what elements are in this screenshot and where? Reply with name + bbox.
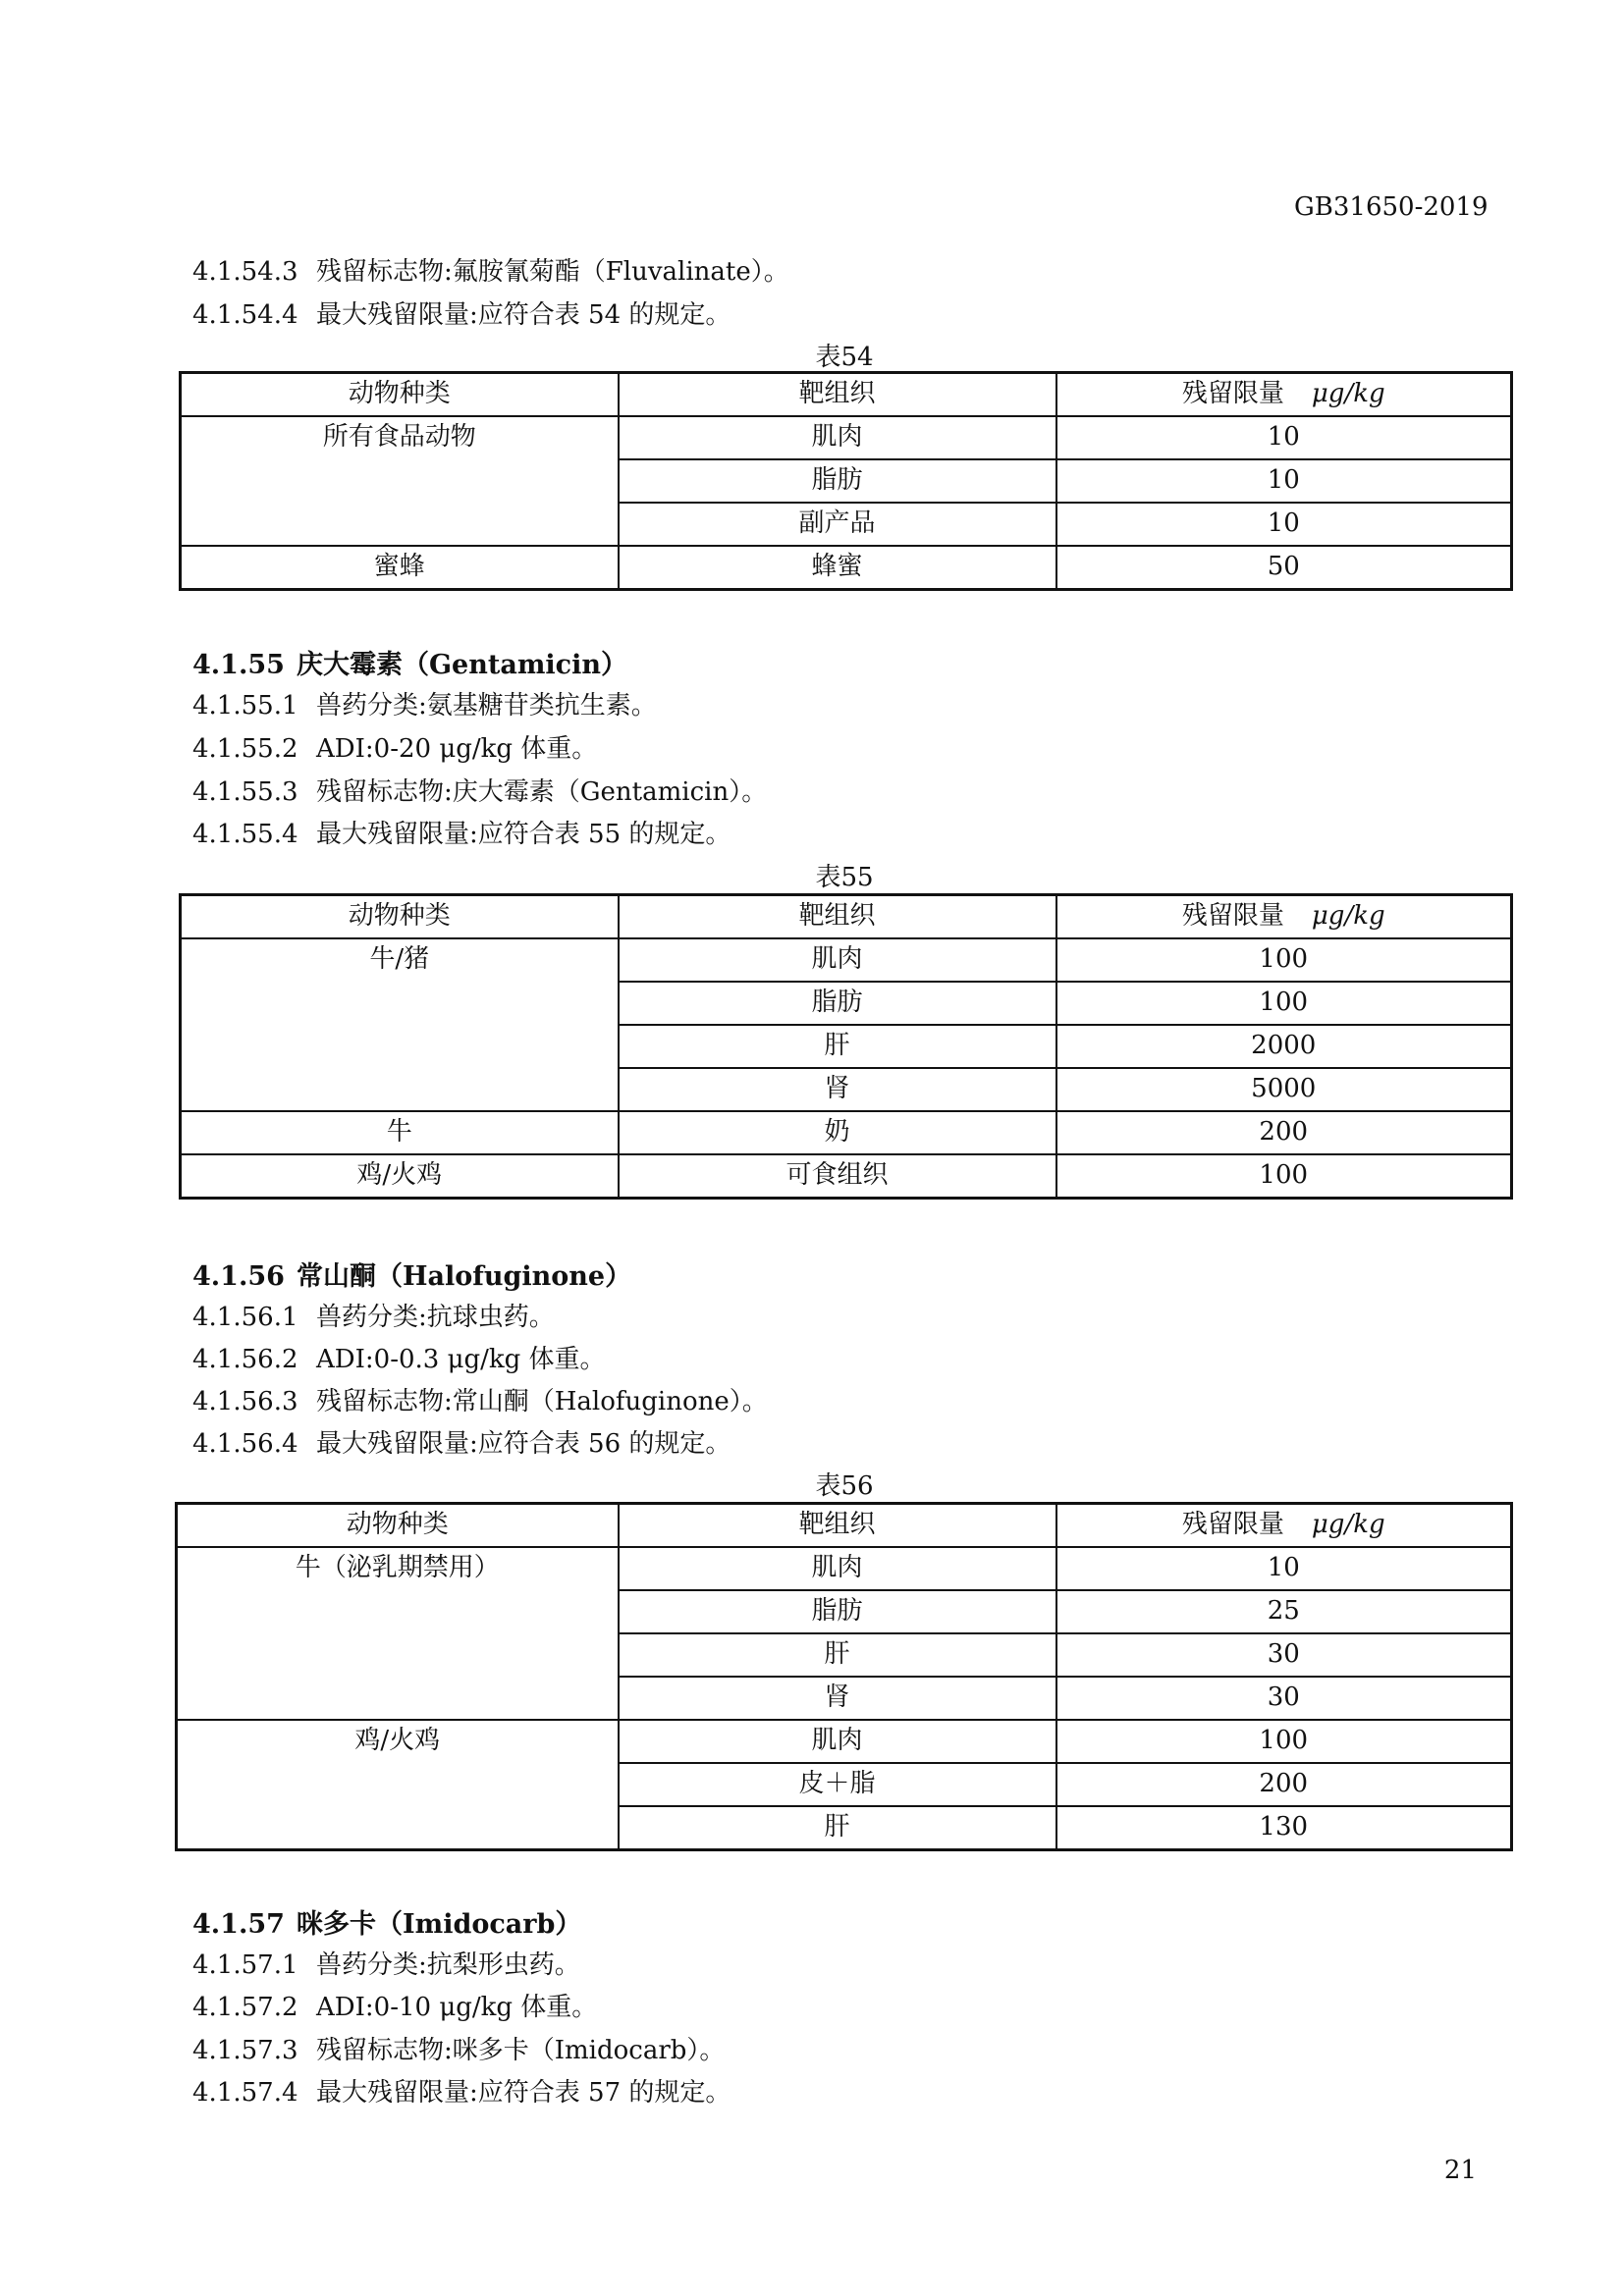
residue-table [179, 371, 1513, 591]
limit-cell: 30 [1056, 1633, 1512, 1677]
section-heading: 4.1.55 庆大霉素（Gentamicin） [192, 650, 627, 680]
table-caption: 表56 [815, 1471, 874, 1501]
table-row [181, 416, 1512, 459]
animal-cell: 牛 [181, 1111, 619, 1154]
tissue-cell: 奶 [619, 1111, 1056, 1154]
animal-cell: 鸡/火鸡 [177, 1720, 619, 1850]
header-limit: 残留限量 μg/kg [1056, 1504, 1512, 1548]
residue-table [175, 1502, 1513, 1851]
animal-cell: 牛（泌乳期禁用） [177, 1547, 619, 1720]
header-limit: 残留限量 μg/kg [1056, 895, 1512, 939]
clause-line: 4.1.57.2 ADI:0-10 μg/kg 体重。 [192, 1993, 598, 2022]
table-row [177, 1547, 1512, 1590]
header-tissue: 靶组织 [619, 895, 1056, 939]
limit-cell: 130 [1056, 1806, 1512, 1850]
tissue-cell: 肾 [619, 1068, 1056, 1111]
header-tissue: 靶组织 [619, 373, 1056, 417]
limit-cell: 10 [1056, 416, 1512, 459]
animal-cell: 所有食品动物 [181, 416, 619, 546]
limit-cell: 200 [1056, 1763, 1512, 1806]
limit-cell: 100 [1056, 938, 1512, 982]
table-caption: 表54 [815, 343, 874, 372]
clause-line: 4.1.56.2 ADI:0-0.3 μg/kg 体重。 [192, 1345, 606, 1374]
header-animal: 动物种类 [181, 373, 619, 417]
tissue-cell: 蜂蜜 [619, 546, 1056, 590]
section-heading: 4.1.56 常山酮（Halofuginone） [192, 1261, 632, 1292]
tissue-cell: 肝 [619, 1025, 1056, 1068]
animal-cell: 蜜蜂 [181, 546, 619, 590]
limit-cell: 25 [1056, 1590, 1512, 1633]
tissue-cell: 脂肪 [619, 982, 1056, 1025]
tissue-cell: 脂肪 [619, 1590, 1056, 1633]
tissue-cell: 可食组织 [619, 1154, 1056, 1199]
limit-cell: 200 [1056, 1111, 1512, 1154]
clause-line: 4.1.56.4 最大残留限量:应符合表 56 的规定。 [192, 1429, 731, 1459]
clause-line: 4.1.55.2 ADI:0-20 μg/kg 体重。 [192, 734, 598, 764]
table-header-row [181, 373, 1512, 417]
tissue-cell: 皮＋脂 [619, 1763, 1056, 1806]
clause-line: 4.1.57.3 残留标志物:咪多卡（Imidocarb）。 [192, 2036, 726, 2065]
animal-cell: 鸡/火鸡 [181, 1154, 619, 1199]
unit-label: μg/kg [1311, 901, 1385, 931]
tissue-cell: 肌肉 [619, 1547, 1056, 1590]
tissue-cell: 肌肉 [619, 938, 1056, 982]
limit-cell: 2000 [1056, 1025, 1512, 1068]
table-header-row [181, 895, 1512, 939]
table-row [181, 1154, 1512, 1199]
clause-line: 4.1.55.4 最大残留限量:应符合表 55 的规定。 [192, 820, 731, 849]
clause-line: 4.1.57.4 最大残留限量:应符合表 57 的规定。 [192, 2078, 731, 2108]
table-caption: 表55 [815, 863, 874, 892]
table-row [181, 546, 1512, 590]
limit-cell: 100 [1056, 982, 1512, 1025]
clause-line: 4.1.57.1 兽药分类:抗梨形虫药。 [192, 1950, 580, 1980]
tissue-cell: 肌肉 [619, 1720, 1056, 1763]
standard-code: GB31650-2019 [1294, 192, 1489, 222]
animal-cell: 牛/猪 [181, 938, 619, 1111]
limit-cell: 50 [1056, 546, 1512, 590]
tissue-cell: 肾 [619, 1677, 1056, 1720]
table-row [177, 1720, 1512, 1763]
limit-cell: 10 [1056, 1547, 1512, 1590]
clause-line: 4.1.56.1 兽药分类:抗球虫药。 [192, 1303, 555, 1332]
tissue-cell: 副产品 [619, 503, 1056, 546]
header-animal: 动物种类 [181, 895, 619, 939]
tissue-cell: 肝 [619, 1633, 1056, 1677]
section-heading: 4.1.57 咪多卡（Imidocarb） [192, 1909, 582, 1940]
limit-cell: 30 [1056, 1677, 1512, 1720]
clause-line: 4.1.55.3 残留标志物:庆大霉素（Gentamicin）。 [192, 777, 768, 807]
tissue-cell: 脂肪 [619, 459, 1056, 503]
table-header-row [177, 1504, 1512, 1548]
limit-cell: 10 [1056, 503, 1512, 546]
table-row [181, 1111, 1512, 1154]
limit-cell: 100 [1056, 1154, 1512, 1199]
page-number: 21 [1443, 2156, 1477, 2185]
clause-line: 4.1.56.3 残留标志物:常山酮（Halofuginone）。 [192, 1387, 768, 1416]
unit-label: μg/kg [1311, 379, 1385, 408]
unit-label: μg/kg [1311, 1510, 1385, 1539]
limit-cell: 100 [1056, 1720, 1512, 1763]
header-limit: 残留限量 μg/kg [1056, 373, 1512, 417]
tissue-cell: 肝 [619, 1806, 1056, 1850]
tissue-cell: 肌肉 [619, 416, 1056, 459]
clause-line: 4.1.55.1 兽药分类:氨基糖苷类抗生素。 [192, 691, 657, 721]
limit-cell: 5000 [1056, 1068, 1512, 1111]
limit-cell: 10 [1056, 459, 1512, 503]
header-tissue: 靶组织 [619, 1504, 1056, 1548]
residue-table [179, 893, 1513, 1200]
header-animal: 动物种类 [177, 1504, 619, 1548]
clause-line: 4.1.54.3 残留标志物:氟胺氰菊酯（Fluvalinate）。 [192, 257, 789, 287]
table-row [181, 938, 1512, 982]
clause-line: 4.1.54.4 最大残留限量:应符合表 54 的规定。 [192, 300, 731, 330]
